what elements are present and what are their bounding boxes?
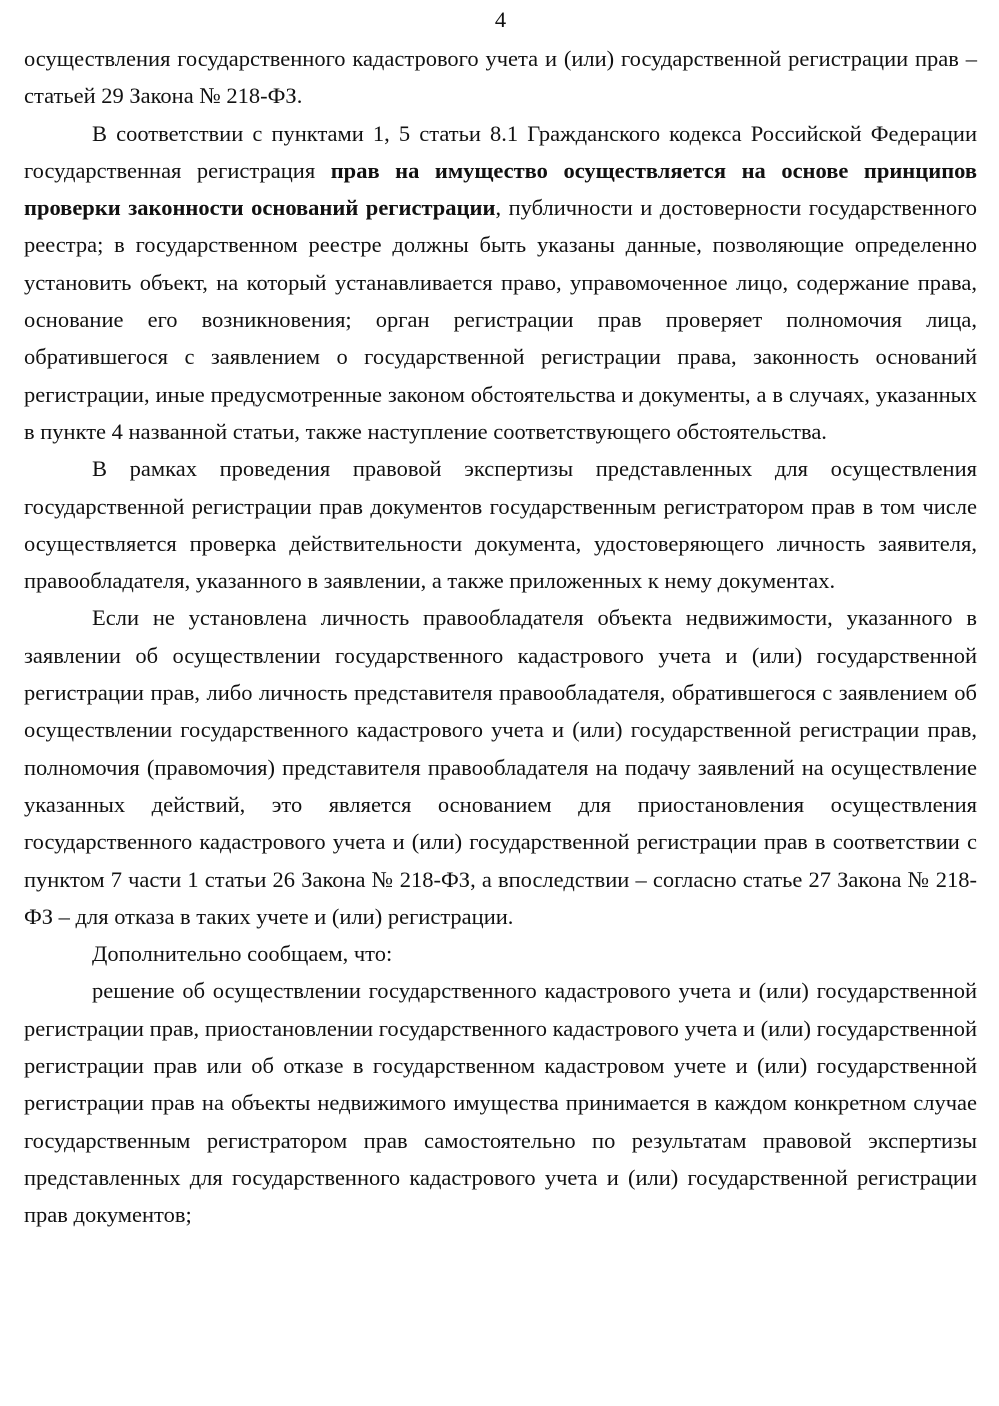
paragraph-identity-not-established: Если не установлена личность правообладателя объекта недвижимости, указанного в заявлении об осуществлении государственного кадастрового учета и (или) государственной регистрации прав, либо личность представителя правообладателя, обратившегося с заявлением об осуществлении государственного кадастрового учета и (или) государственной регистрации прав, полномочия (правомочия) представителя правообладателя на подачу заявлений на осуществление указанных действий, это является основанием для приостановления осуществления государственного кадастрового учета и (или) государственной регистрации прав в соответствии с пунктом 7 части 1 статьи 26 Закона № 218-ФЗ, а впоследствии – согласно статье 27 Закона № 218-ФЗ – для отказа в таких учете и (или) регистрации.: [24, 605, 977, 929]
paragraph-civil-code-text-end: , публичности и достоверности государственного реестра; в государственном реестре должны быть указаны данные, позволяющие определенно установить объект, на который устанавливается право, управомоченное лицо, содержание права, основание его возникновения; орган регистрации прав проверяет полномочия лица, обратившегося с заявлением о государственной регистрации права, законность оснований регистрации, иные предусмотренные законом обстоятельства и документы, а в случаях, указанных в пункте 4 названной статьи, также наступление соответствующего обстоятельства.: [24, 195, 977, 444]
paragraph-civil-code: [24, 115, 977, 451]
page-number: 4: [494, 7, 507, 32]
bold-highlight-text: прав на имущество осуществляется на основе принципов проверки законности оснований регистрации: [24, 157, 977, 221]
paragraph-additionally: Дополнительно сообщаем, что:: [92, 941, 393, 967]
paragraph-legal-expertise: В рамках проведения правовой экспертизы представленных для осуществления государственной регистрации прав документов государственным регистратором прав в том числе осуществляется проверка действительности документа, удостоверяющего личность заявителя, правообладателя, указанного в заявлении, а также приложенных к нему документах.: [24, 456, 977, 594]
paragraph-civil-code-text-start: В соответствии с пунктами 1, 5 статьи 8.1 Гражданского кодекса Российской Федерации государственная регистрация: [24, 120, 977, 183]
paragraph-decision: решение об осуществлении государственного кадастрового учета и (или) государственной регистрации прав, приостановлении государственного кадастрового учета и (или) государственной регистрации прав или об отказе в государственном кадастровом учете и (или) государственной регистрации прав на объекты недвижимого имущества принимается в каждом конкретном случае государственным регистратором прав самостоятельно по результатам правовой экспертизы представленных для государственного кадастрового учета и (или) государственной регистрации прав документов;: [24, 978, 977, 1228]
paragraph-continuation: осуществления государственного кадастрового учета и (или) государственной регистрации прав – статьей 29 Закона № 218-ФЗ.: [24, 46, 977, 109]
